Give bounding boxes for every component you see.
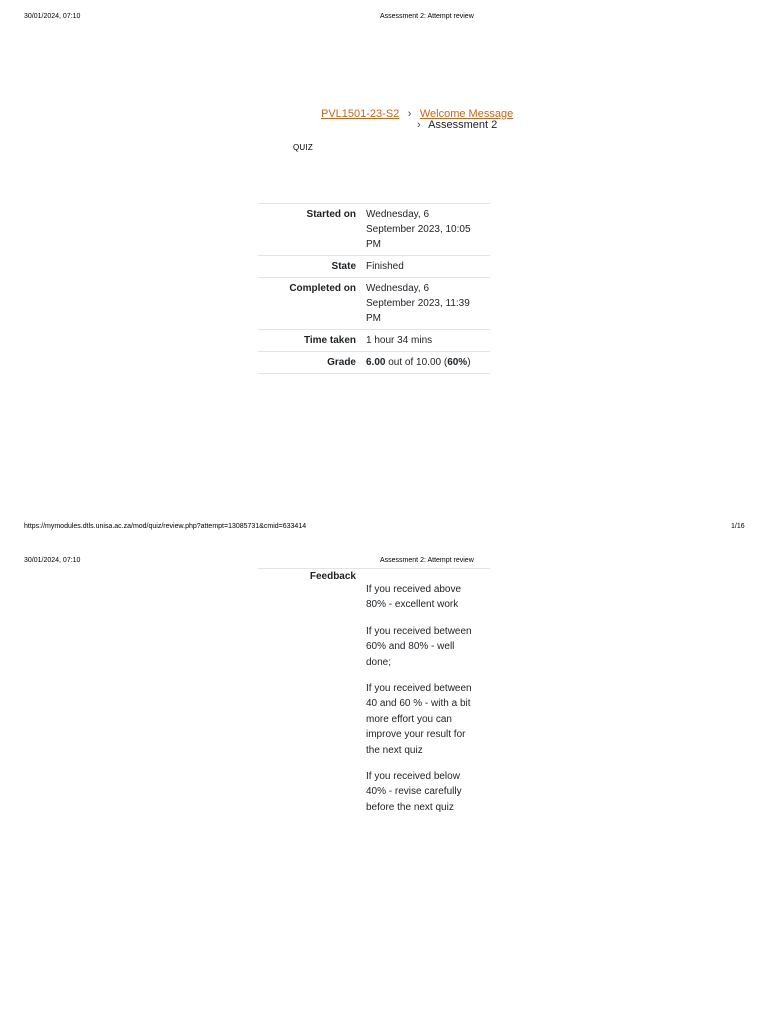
grade-percent: 60% [447, 357, 468, 368]
breadcrumb-course-link[interactable]: PVL1501-23-S2 [321, 108, 400, 120]
print-datetime: 30/01/2024, 07:10 [24, 13, 81, 20]
print-page-number: 1/16 [731, 523, 745, 530]
feedback-paragraph: If you received above 80% - excellent work [366, 584, 462, 611]
feedback-paragraph: If you received between 60% and 80% - well done; [366, 625, 472, 668]
started-on-line: PM [366, 239, 381, 250]
table-row [258, 330, 490, 352]
started-on-label: Started on [258, 204, 366, 256]
started-on-value [366, 204, 490, 256]
completed-on-line: September 2023, 11:39 [366, 298, 470, 309]
grade-value [366, 352, 490, 374]
print-url: https://mymodules.dtls.unisa.ac.za/mod/quiz/review.php?attempt=13085731&cmid=633414 [24, 523, 307, 530]
chevron-right-icon: › [407, 108, 412, 120]
completed-on-label: Completed on [258, 278, 366, 330]
print-title: Assessment 2: Attempt review [380, 13, 474, 20]
grade-outof: out of 10.00 ( [385, 357, 448, 368]
quiz-label: QUIZ [293, 143, 313, 152]
breadcrumb-current [417, 119, 497, 131]
feedback-text [366, 582, 482, 826]
print-title: Assessment 2: Attempt review [380, 557, 474, 564]
completed-on-line: PM [366, 313, 381, 324]
state-value: Finished [366, 256, 490, 278]
breadcrumb-section-link[interactable]: Welcome Message [419, 108, 514, 120]
feedback-paragraph: If you received below 40% - revise carefully before the next quiz [366, 771, 462, 813]
grade-close: ) [467, 357, 471, 368]
started-on-line: September 2023, 10:05 [366, 224, 471, 235]
breadcrumb-current-label: Assessment 2 [428, 119, 498, 131]
attempt-summary-table [258, 203, 490, 374]
started-on-line: Wednesday, 6 [366, 209, 430, 220]
completed-on-line: Wednesday, 6 [366, 283, 430, 294]
grade-score: 6.00 [366, 357, 386, 368]
completed-on-value [366, 278, 490, 330]
table-row [258, 204, 490, 256]
chevron-right-icon: › [417, 119, 421, 131]
table-row [258, 256, 490, 278]
divider [258, 568, 490, 569]
time-taken-value: 1 hour 34 mins [366, 330, 490, 352]
time-taken-label: Time taken [258, 330, 366, 352]
grade-label: Grade [258, 352, 366, 374]
feedback-label: Feedback [309, 571, 356, 582]
state-label: State [258, 256, 366, 278]
print-datetime: 30/01/2024, 07:10 [24, 557, 81, 564]
feedback-paragraph: If you received between 40 and 60 % - with a bit more effort you can improve your result for the next quiz [366, 683, 472, 756]
table-row [258, 352, 490, 374]
table-row [258, 278, 490, 330]
